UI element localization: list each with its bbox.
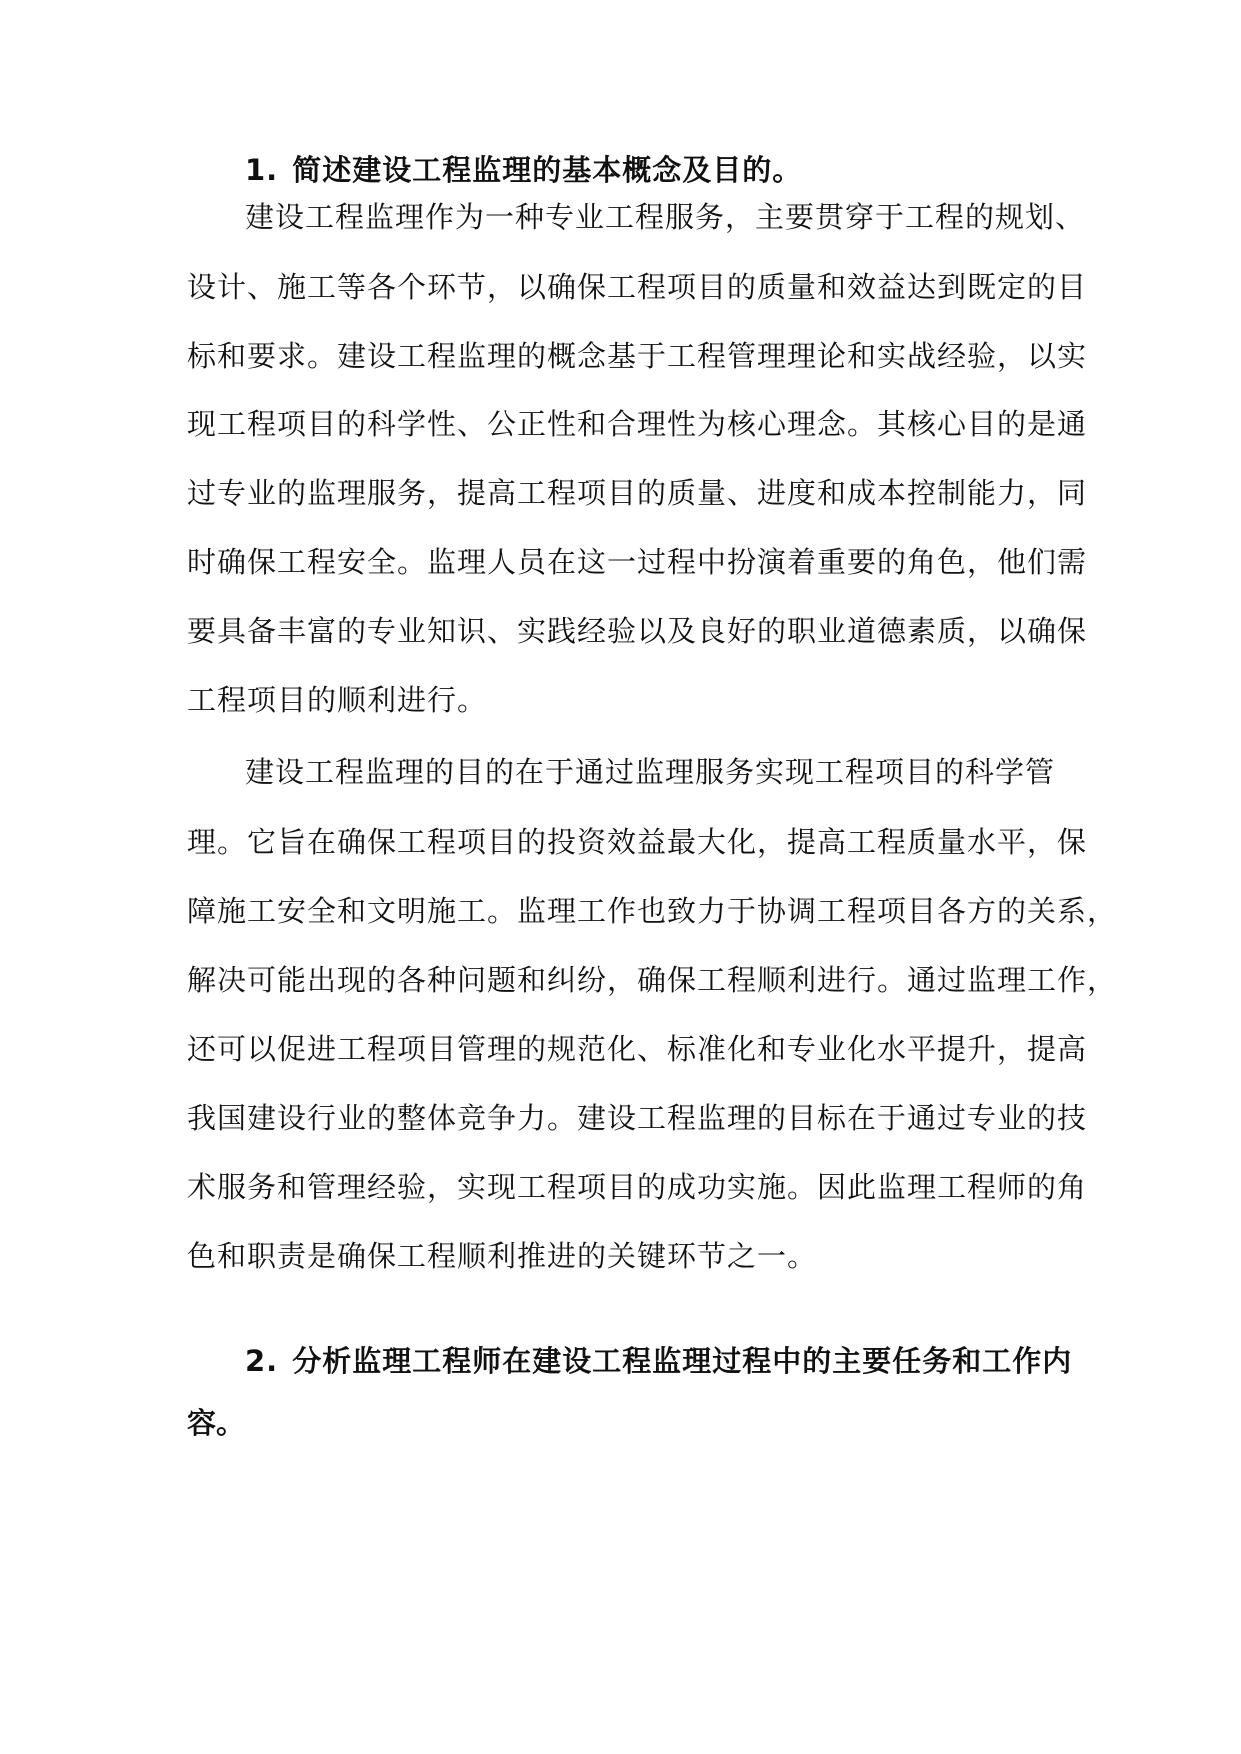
section-2-heading: [245, 1323, 1072, 1399]
paragraph-2-line: 我国建设行业的整体竞争力。建设工程监理的目标在于通过专业的技: [187, 1101, 1088, 1135]
paragraph-2-line: 建设工程监理的目的在于通过监理服务实现工程项目的科学管: [245, 755, 1056, 789]
paragraph-1-line: 过专业的监理服务，提高工程项目的质量、进度和成本控制能力，同: [187, 476, 1088, 510]
paragraph-2-line: 色和职责是确保工程顺利推进的关键环节之一。: [187, 1239, 818, 1273]
paragraph-1-line: 要具备丰富的专业知识、实践经验以及良好的职业道德素质，以确保: [187, 614, 1088, 648]
section-2-number: 2.: [245, 1344, 279, 1378]
paragraph-1-line: 工程项目的顺利进行。: [187, 683, 488, 717]
paragraph-1-line: 设计、施工等各个环节，以确保工程项目的质量和效益达到既定的目: [187, 270, 1088, 304]
paragraph-1-line: 现工程项目的科学性、公正性和合理性为核心理念。其核心目的是通: [187, 407, 1088, 441]
section-2-title-line2: 容。: [187, 1406, 246, 1440]
paragraph-1-line: 时确保工程安全。监理人员在这一过程中扮演着重要的角色，他们需: [187, 545, 1088, 579]
paragraph-2-line: 术服务和管理经验，实现工程项目的成功实施。因此监理工程师的角: [187, 1170, 1088, 1204]
paragraph-2-line: 理。它旨在确保工程项目的投资效益最大化，提高工程质量水平，保: [187, 825, 1088, 859]
section-1-title: 简述建设工程监理的基本概念及目的。: [292, 153, 803, 187]
section-1-number: 1.: [245, 153, 279, 187]
paragraph-2-line: 解决可能出现的各种问题和纠纷，确保工程顺利进行。通过监理工作，: [187, 963, 1118, 997]
paragraph-2-line: 障施工安全和文明施工。监理工作也致力于协调工程项目各方的关系，: [187, 894, 1118, 928]
paragraph-2-line: 还可以促进工程项目管理的规范化、标准化和专业化水平提升，提高: [187, 1032, 1088, 1066]
paragraph-1-line: 建设工程监理作为一种专业工程服务，主要贯穿于工程的规划、: [245, 200, 1086, 234]
paragraph-1-line: 标和要求。建设工程监理的概念基于工程管理理论和实战经验，以实: [187, 339, 1088, 373]
section-2-title-line1: 分析监理工程师在建设工程监理过程中的主要任务和工作内: [292, 1344, 1073, 1378]
